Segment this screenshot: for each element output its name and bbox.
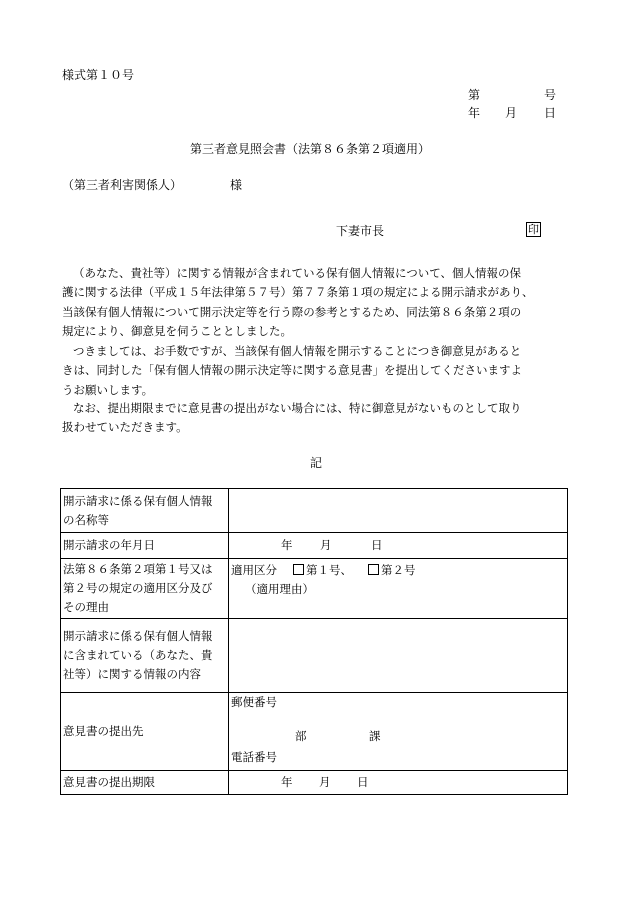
document-number-prefix: 第 bbox=[468, 88, 481, 102]
label-line: 法第８６条第２項第１号又は bbox=[63, 562, 213, 576]
table-row bbox=[61, 693, 568, 771]
body-line: 規定により、御意見を伺うこととしました。 bbox=[62, 323, 292, 338]
checkbox-icon[interactable] bbox=[293, 564, 304, 575]
body-paragraph-2 bbox=[62, 342, 572, 400]
date-month: 月 bbox=[505, 106, 518, 120]
body-line: 扱わせていただきます。 bbox=[62, 420, 188, 435]
date-day: 日 bbox=[544, 106, 557, 120]
table-row bbox=[61, 559, 568, 619]
value-applicable-category bbox=[229, 559, 568, 619]
addressee-honorific: 様 bbox=[230, 178, 243, 192]
sender: 下妻市長 bbox=[336, 224, 385, 238]
label-line: 社等）に関する情報の内容 bbox=[63, 667, 201, 681]
deadline-year: 年 bbox=[281, 775, 293, 789]
request-date-year: 年 bbox=[281, 537, 293, 552]
checkbox-icon[interactable] bbox=[368, 564, 379, 575]
checkbox-item-2[interactable] bbox=[368, 561, 416, 580]
label-info-content bbox=[61, 619, 229, 693]
body-paragraph-1 bbox=[62, 264, 572, 341]
label-line: の名称等 bbox=[63, 512, 109, 527]
request-date-month: 月 bbox=[320, 537, 332, 552]
table-row bbox=[61, 489, 568, 533]
label-submission-deadline: 意見書の提出期限 bbox=[61, 771, 229, 795]
body-line: （あなた、貴社等）に関する情報が含まれている保有個人情報について、個人情報の保 bbox=[73, 266, 522, 280]
table-row bbox=[61, 533, 568, 559]
deadline-month: 月 bbox=[319, 775, 331, 789]
deadline-day: 日 bbox=[357, 775, 369, 789]
value-submission-destination bbox=[229, 693, 568, 771]
table-row bbox=[61, 771, 568, 795]
department-label: 部 bbox=[295, 729, 307, 743]
seal-mark: 印 bbox=[528, 223, 539, 236]
body-line: 当該保有個人情報について開示決定等を行う際の参考とするため、同法第８６条第２項の bbox=[62, 304, 522, 319]
label-line: 開示請求に係る保有個人情報 bbox=[63, 629, 213, 643]
phone-label: 電話番号 bbox=[231, 750, 277, 764]
table-row bbox=[61, 619, 568, 693]
value-requested-info-name bbox=[229, 489, 568, 533]
label-line: その理由 bbox=[63, 600, 109, 614]
ki-heading: 記 bbox=[310, 456, 323, 470]
label-line: に含まれている（あなた、貴 bbox=[63, 648, 213, 662]
body-line: なお、提出期限までに意見書の提出がない場合には、特に御意見がないものとして取り bbox=[73, 401, 522, 415]
value-request-date bbox=[229, 533, 568, 559]
date-year: 年 bbox=[468, 106, 481, 120]
form-number: 様式第１０号 bbox=[62, 68, 135, 82]
body-line: きは、同封した「保有個人情報の開示決定等に関する意見書」を提出してくださいますよ bbox=[62, 363, 522, 378]
checkbox-item-1[interactable] bbox=[293, 561, 352, 580]
addressee: （第三者利害関係人） bbox=[62, 178, 183, 192]
body-paragraph-3 bbox=[62, 399, 572, 438]
section-label: 課 bbox=[369, 729, 381, 743]
label-request-date: 開示請求の年月日 bbox=[61, 533, 229, 559]
document-number-suffix: 号 bbox=[544, 88, 557, 102]
body-line: 護に関する法律（平成１５年法律第５７号）第７７条第１項の規定による開示請求があり、 bbox=[62, 285, 534, 300]
label-submission-destination: 意見書の提出先 bbox=[61, 693, 229, 771]
label-line: 開示請求に係る保有個人情報 bbox=[63, 493, 213, 508]
label-requested-info-name bbox=[61, 489, 229, 533]
checkbox-label: 第１号、 bbox=[306, 563, 352, 577]
info-table bbox=[60, 488, 568, 795]
document-title: 第三者意見照会書（法第８６条第２項適用） bbox=[190, 142, 431, 156]
checkbox-label: 第２号 bbox=[381, 563, 416, 577]
label-applicable-category bbox=[61, 559, 229, 619]
value-info-content bbox=[229, 619, 568, 693]
body-line: つきましては、お手数ですが、当該保有個人情報を開示することにつき御意見があると bbox=[73, 344, 522, 358]
label-line: 第２号の規定の適用区分及び bbox=[63, 581, 213, 595]
category-label: 適用区分 bbox=[231, 563, 277, 577]
value-submission-deadline bbox=[229, 771, 568, 795]
request-date-day: 日 bbox=[371, 537, 383, 552]
body-line: うお願いします。 bbox=[62, 382, 154, 397]
reason-label: （適用理由） bbox=[245, 582, 314, 596]
postal-code-label: 郵便番号 bbox=[231, 695, 277, 709]
